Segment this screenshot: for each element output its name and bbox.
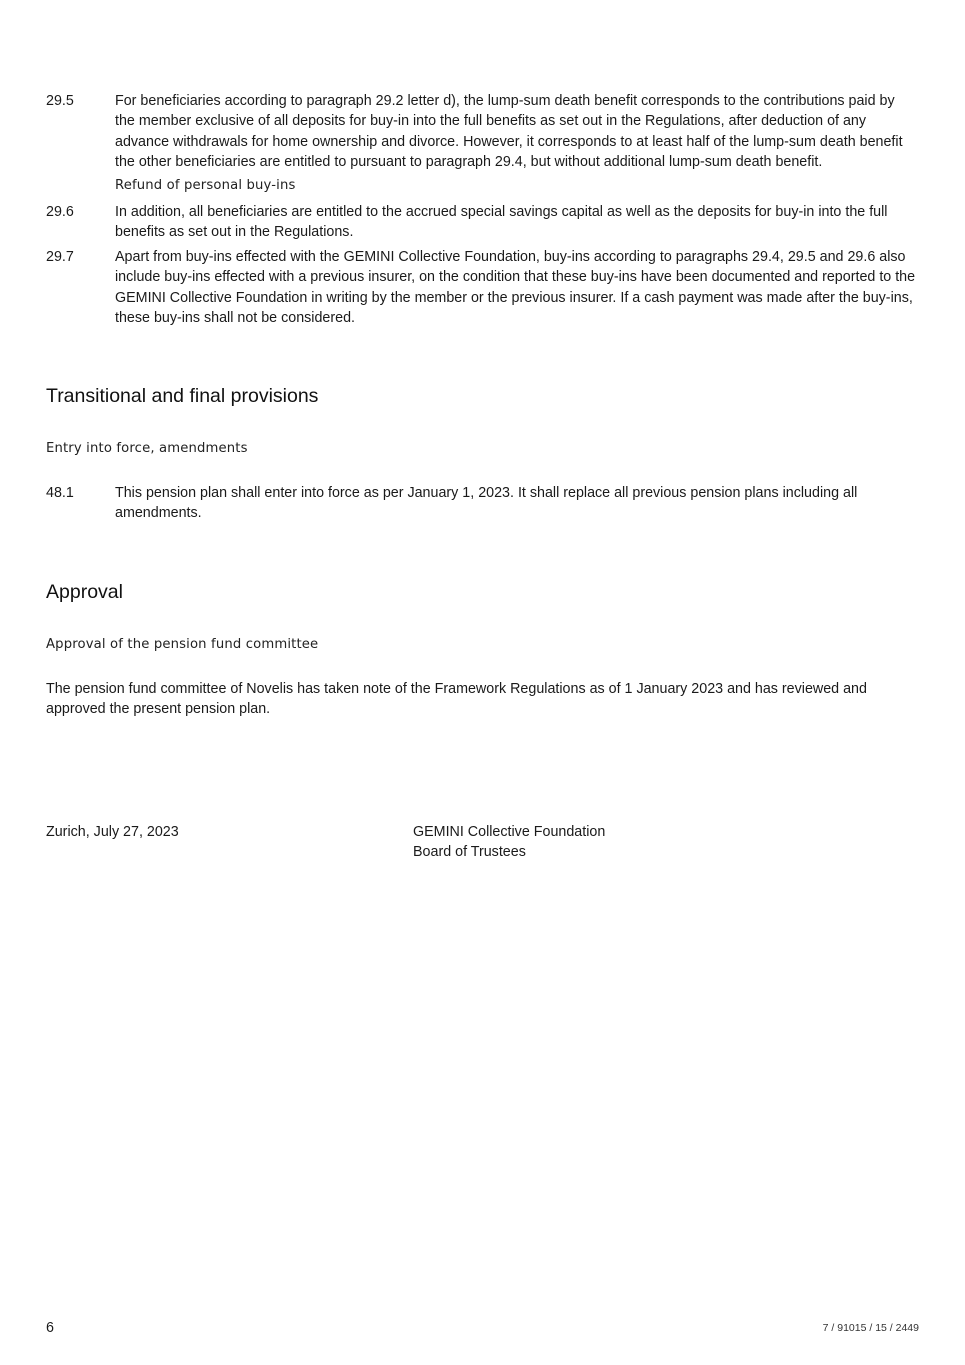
signatory-block [413, 822, 605, 863]
paragraph-text: For beneficiaries according to paragraph 29.2 letter d), the lump-sum death benefit corresponds to the contributions paid by the member exclusive of all deposits for buy-in into the full benefits as set out in the Regulations, after deduction of any advance withdrawals for home ownership and divorce. However, it corresponds to at least half of the lump-sum death benefit the other beneficiaries are entitled to pursuant to paragraph 29.4, but without additional lump-sum death benefit. [115, 93, 903, 170]
signatory-body: Board of Trustees [413, 844, 526, 861]
subheading-refund-buy-ins: Refund of personal buy-ins [115, 178, 296, 193]
paragraph-text: Apart from buy-ins effected with the GEMINI Collective Foundation, buy-ins according to paragraphs 29.4, 29.5 and 29.6 also include buy-ins effected with a previous insurer, on the condition that these buy-ins have been documented and reported to the GEMINI Collective Foundation in writing by the member or the previous insurer. If a cash payment was made after the buy-ins, these buy-ins shall not be considered. [115, 249, 916, 326]
subheading-entry-into-force: Entry into force, amendments [46, 441, 248, 456]
signatory-organisation: GEMINI Collective Foundation [413, 824, 606, 840]
paragraph-29-7 [46, 247, 918, 328]
page-number: 6 [46, 1320, 54, 1336]
approval-text: The pension fund committee of Novelis has taken note of the Framework Regulations as of 1 January 2023 and has reviewed and approved the present pension plan. [46, 681, 867, 718]
section-title-transitional: Transitional and final provisions [46, 385, 319, 407]
subheading-approval-committee: Approval of the pension fund committee [46, 637, 319, 652]
paragraph-number: 29.7 [46, 249, 74, 265]
paragraph-number: 29.6 [46, 204, 74, 220]
paragraph-29-6 [46, 202, 918, 243]
paragraph-48-1 [46, 483, 918, 524]
paragraph-text: In addition, all beneficiaries are entitled to the accrued special savings capital as well as the deposits for buy-in into the full benefits as set out in the Regulations. [115, 204, 888, 241]
place-and-date: Zurich, July 27, 2023 [46, 824, 179, 840]
paragraph-number: 29.5 [46, 93, 74, 109]
paragraph-number: 48.1 [46, 485, 74, 501]
paragraph-text: This pension plan shall enter into force as per January 1, 2023. It shall replace all previous pension plans including all amendments. [115, 485, 858, 522]
section-title-approval: Approval [46, 581, 123, 603]
paragraph-29-5 [46, 91, 918, 172]
document-reference: 7 / 91015 / 15 / 2449 [822, 1322, 919, 1334]
